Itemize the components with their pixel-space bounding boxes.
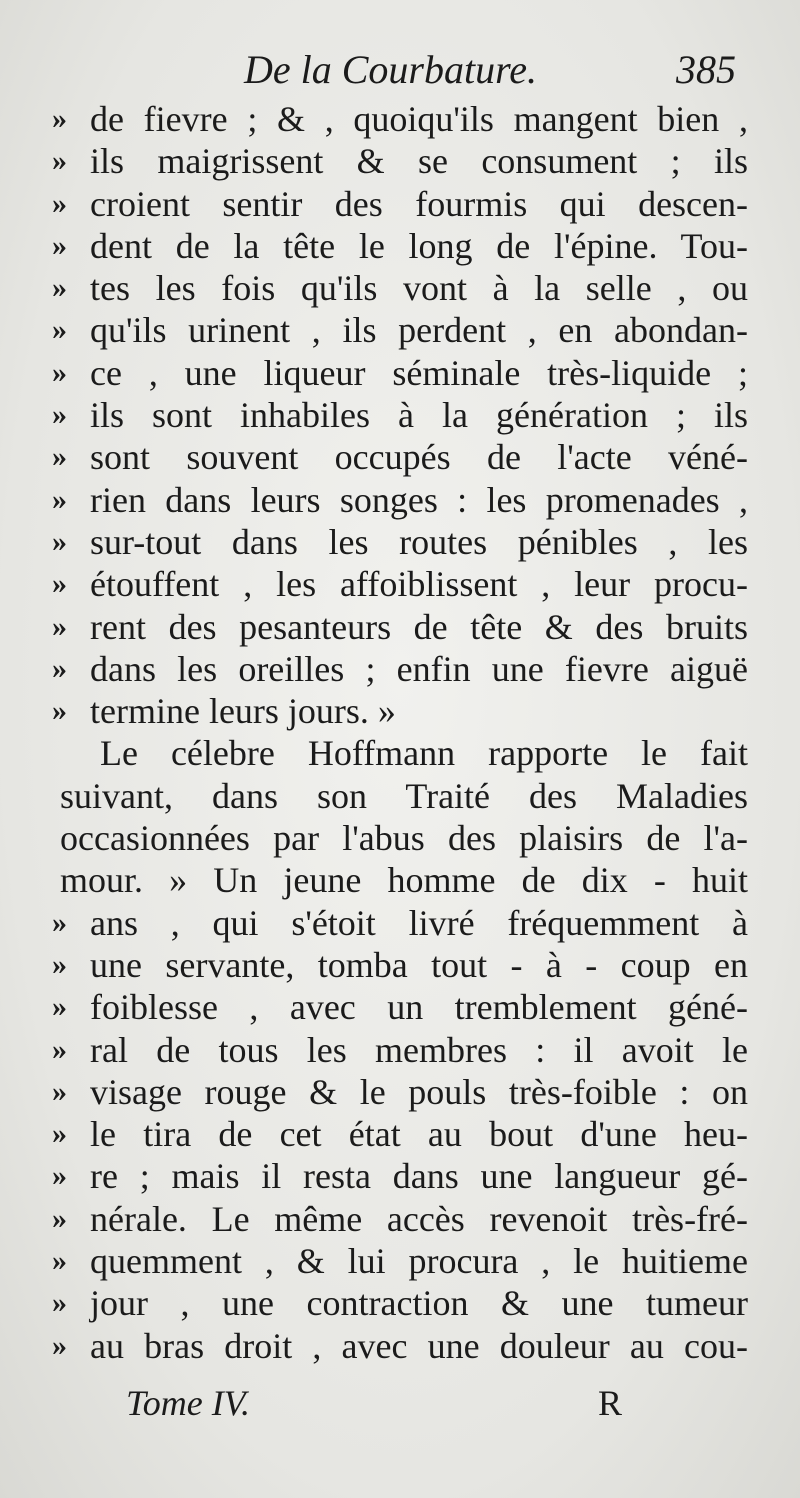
- quote-mark: »: [52, 186, 67, 220]
- quote-mark: »: [52, 1244, 67, 1278]
- line-text: foiblesse , avec un tremblement géné-: [90, 987, 748, 1028]
- line-text: occasionnées par l'abus des plaisirs de l'a-: [60, 818, 748, 859]
- text-line: [0, 902, 800, 944]
- text-line: [0, 1113, 800, 1155]
- line-text: Le célebre Hoffmann rapporte le fait: [100, 733, 748, 774]
- text-line: [0, 521, 800, 563]
- quote-mark: »: [52, 1159, 67, 1193]
- text-line: [0, 986, 800, 1028]
- quote-mark: »: [52, 905, 67, 939]
- line-text: ans , qui s'étoit livré fréquemment à: [90, 902, 748, 943]
- text-line: [0, 98, 800, 140]
- quote-mark: »: [52, 1074, 67, 1108]
- quote-mark: »: [52, 482, 67, 516]
- line-text: le tira de cet état au bout d'une heu-: [90, 1114, 748, 1155]
- text-line: [0, 1155, 800, 1197]
- text-line: [0, 1240, 800, 1282]
- quote-mark: »: [52, 947, 67, 981]
- quote-mark: »: [52, 1328, 67, 1362]
- line-text: sont souvent occupés de l'acte véné-: [90, 437, 748, 478]
- quote-mark: »: [52, 524, 67, 558]
- line-text: qu'ils urinent , ils perdent , en abondan-: [90, 310, 748, 351]
- text-line: [0, 563, 800, 605]
- line-text: sur-tout dans les routes pénibles , les: [90, 521, 748, 562]
- text-line: [0, 606, 800, 648]
- volume-label: Tome IV.: [126, 1383, 251, 1423]
- text-line: [0, 1029, 800, 1071]
- text-line: [0, 479, 800, 521]
- line-text: croient sentir des fourmis qui descen-: [90, 183, 748, 224]
- line-text: ils sont inhabiles à la génération ; ils: [90, 395, 748, 436]
- quote-mark: »: [52, 694, 67, 728]
- text-line: [0, 944, 800, 986]
- text-line: [0, 267, 800, 309]
- quote-mark: »: [52, 1286, 67, 1320]
- quote-mark: »: [52, 567, 67, 601]
- text-body: [0, 98, 800, 1367]
- text-line: [0, 352, 800, 394]
- line-text: dent de la tête le long de l'épine. Tou-: [90, 225, 748, 266]
- text-line: [0, 140, 800, 182]
- line-text: étouffent , les affoiblissent , leur procu-: [90, 564, 748, 605]
- quote-mark: »: [52, 102, 67, 135]
- running-title: De la Courbature.: [244, 47, 537, 92]
- quote-mark: »: [52, 1117, 67, 1151]
- line-text: termine leurs jours. »: [90, 691, 396, 732]
- text-line: [0, 775, 800, 817]
- line-text: rien dans leurs songes : les promenades ,: [90, 479, 748, 520]
- line-text: re ; mais il resta dans une langueur gé-: [90, 1156, 748, 1197]
- page-footer: [0, 1382, 800, 1432]
- quote-mark: »: [52, 651, 67, 685]
- line-text: ils maigrissent & se consument ; ils: [90, 141, 748, 182]
- quote-mark: »: [52, 398, 67, 432]
- text-line: [0, 436, 800, 478]
- page-header: [0, 42, 800, 98]
- text-line: [0, 690, 800, 732]
- line-text: mour. » Un jeune homme de dix - huit: [60, 860, 748, 901]
- line-text: au bras droit , avec une douleur au cou-: [90, 1325, 748, 1366]
- line-text: quemment , & lui procura , le huitieme: [90, 1241, 748, 1282]
- text-line: [0, 648, 800, 690]
- text-line: [0, 183, 800, 225]
- quote-mark: »: [52, 1032, 67, 1066]
- text-line: [0, 309, 800, 351]
- text-line: [0, 394, 800, 436]
- quote-mark: »: [52, 440, 67, 474]
- line-text: ce , une liqueur séminale très-liquide ;: [90, 352, 748, 393]
- quote-mark: »: [52, 609, 67, 643]
- quote-mark: »: [52, 144, 67, 178]
- text-line: [0, 225, 800, 267]
- line-text: de fievre ; & , quoiqu'ils mangent bien ,: [90, 99, 748, 139]
- text-line: [0, 1198, 800, 1240]
- text-line: [0, 817, 800, 859]
- page-number: 385: [676, 47, 736, 92]
- line-text: rent des pesanteurs de tête & des bruits: [90, 606, 748, 647]
- quote-mark: »: [52, 1201, 67, 1235]
- line-text: suivant, dans son Traité des Maladies: [60, 775, 748, 816]
- quote-mark: »: [52, 990, 67, 1024]
- text-line: [0, 1325, 800, 1367]
- line-text: visage rouge & le pouls très-foible : on: [90, 1071, 748, 1112]
- quote-mark: »: [52, 271, 67, 305]
- text-line: [0, 859, 800, 901]
- line-text: tes les fois qu'ils vont à la selle , ou: [90, 268, 748, 309]
- line-text: jour , une contraction & une tumeur: [90, 1283, 748, 1324]
- line-text: une servante, tomba tout - à - coup en: [90, 944, 748, 985]
- quote-mark: »: [52, 313, 67, 347]
- text-line: [0, 732, 800, 774]
- quote-mark: »: [52, 355, 67, 389]
- signature-mark: R: [598, 1383, 623, 1423]
- line-text: nérale. Le même accès revenoit très-fré-: [90, 1198, 748, 1239]
- line-text: ral de tous les membres : il avoit le: [90, 1029, 748, 1070]
- line-text: dans les oreilles ; enfin une fievre aiguë: [90, 648, 748, 689]
- text-line: [0, 1071, 800, 1113]
- text-line: [0, 1282, 800, 1324]
- quote-mark: »: [52, 228, 67, 262]
